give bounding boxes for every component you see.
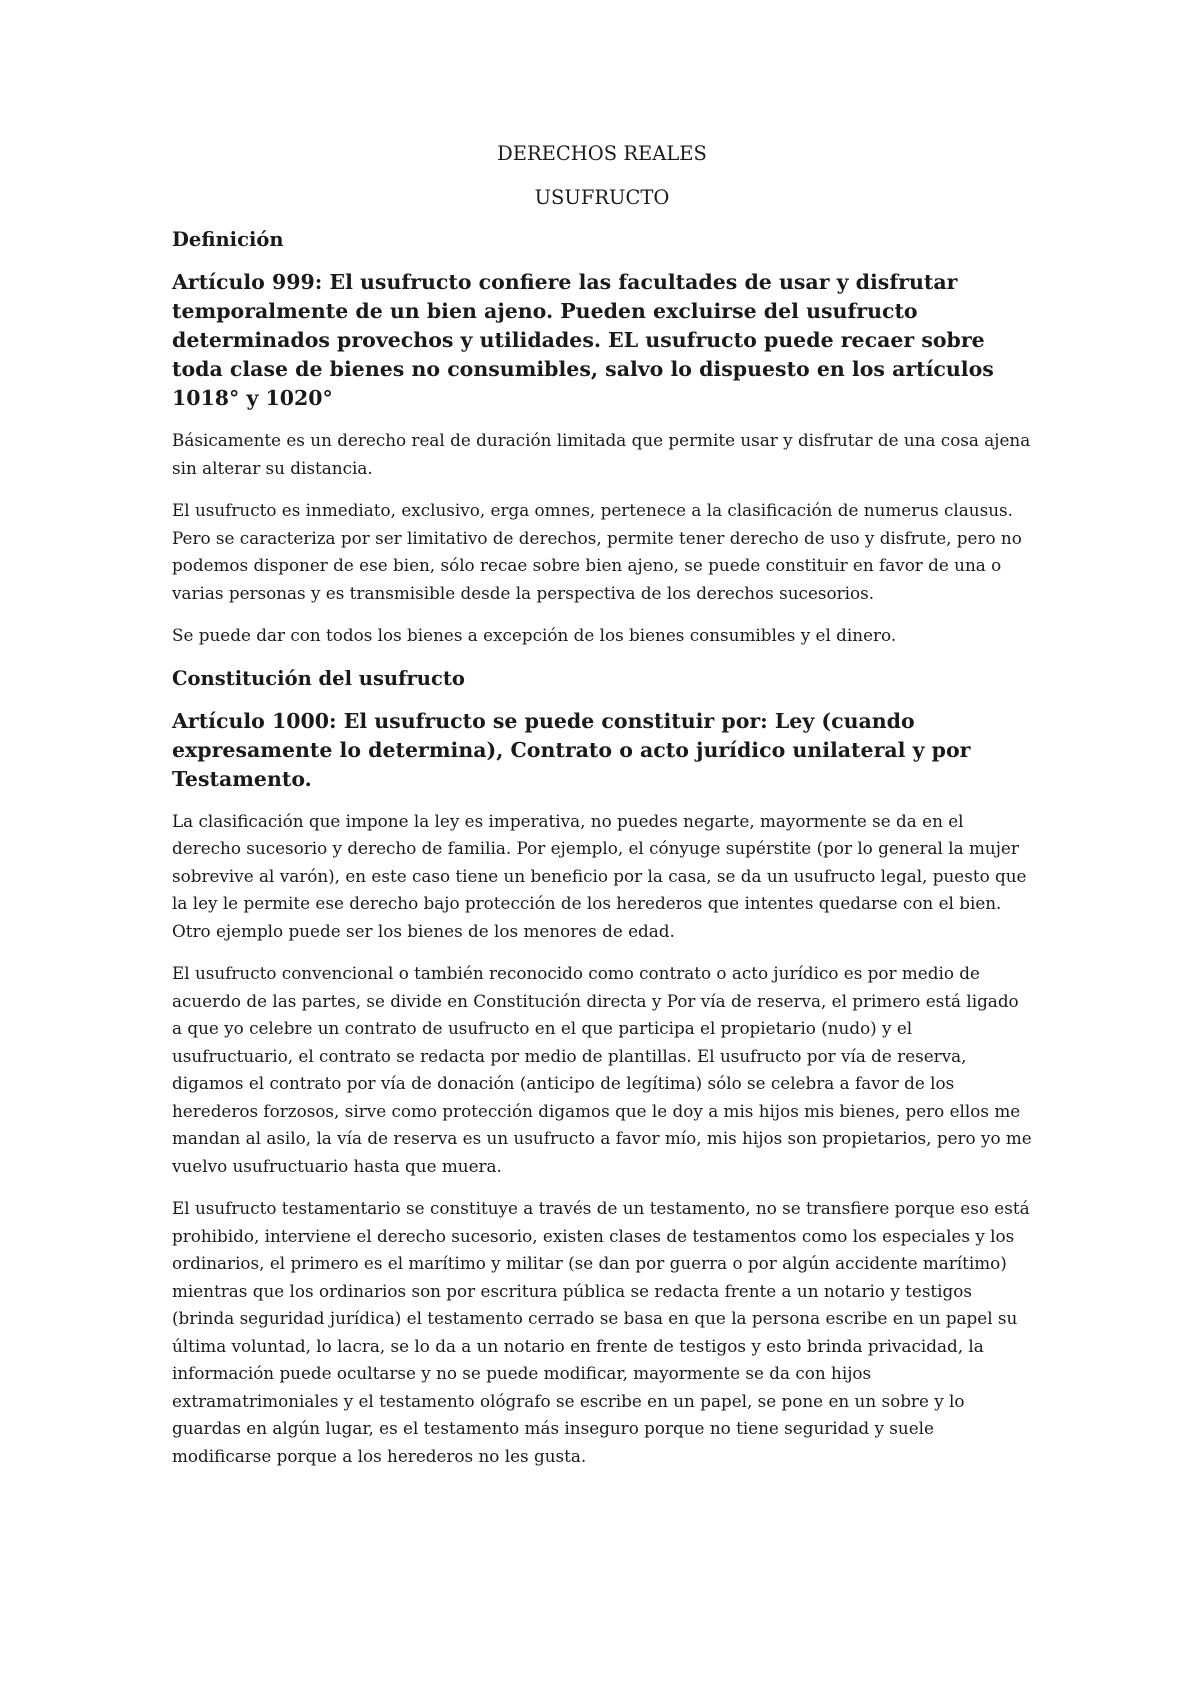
document-page <box>172 140 1032 1485</box>
paragraph: Básicamente es un derecho real de duración limitada que permite usar y disfrutar de una cosa ajena sin alterar su distancia. <box>172 430 1031 478</box>
article-999: Artículo 999: El usufructo confiere las facultades de usar y disfrutar temporalmente de un bien ajeno. Pueden excluirse del usufructo determinados provechos y utilidades. EL usufructo puede recaer sobre toda clase de bienes no consumibles, salvo lo dispuesto en los artículos 1018° y 1020° <box>172 270 994 410</box>
section-heading-constitucion: Constitución del usufructo <box>172 666 465 690</box>
article-1000: Artículo 1000: El usufructo se puede constituir por: Ley (cuando expresamente lo determina), Contrato o acto jurídico unilateral y por Testamento. <box>172 708 971 791</box>
document-title: DERECHOS REALES <box>497 142 707 165</box>
paragraph: La clasificación que impone la ley es imperativa, no puedes negarte, mayormente se da en el derecho sucesorio y derecho de familia. Por ejemplo, el cónyuge supérstite (por lo general la mujer sobrevive al varón), en este caso tiene un beneficio por la casa, se da un usufructo legal, puesto que la ley le permite ese derecho bajo protección de los herederos que intentes quedarse con el bien. Otro ejemplo puede ser los bienes de los menores de edad. <box>172 810 1027 941</box>
paragraph: El usufructo es inmediato, exclusivo, erga omnes, pertenece a la clasificación de numerus clausus. Pero se caracteriza por ser limitativo de derechos, permite tener derecho de uso y disfrute, pero no podemos disponer de ese bien, sólo recae sobre bien ajeno, se puede constituir en favor de una o varias personas y es transmisible desde la perspectiva de los derechos sucesorios. <box>172 500 1022 603</box>
paragraph: El usufructo convencional o también reconocido como contrato o acto jurídico es por medio de acuerdo de las partes, se divide en Constitución directa y Por vía de reserva, el primero está ligado a que yo celebre un contrato de usufructo en el que participa el propietario (nudo) y el usufructuario, el contrato se redacta por medio de plantillas. El usufructo por vía de reserva, digamos el contrato por vía de donación (anticipo de legítima) sólo se celebra a favor de los herederos forzosos, sirve como protección digamos que le doy a mis hijos mis bienes, pero ellos me mandan al asilo, la vía de reserva es un usufructo a favor mío, mis hijos son propietarios, pero yo me vuelvo usufructuario hasta que muera. <box>172 963 1032 1176</box>
document-subtitle: USUFRUCTO <box>534 186 670 209</box>
paragraph: El usufructo testamentario se constituye a través de un testamento, no se transfiere porque eso está prohibido, interviene el derecho sucesorio, existen clases de testamentos como los especiales y los ordinarios, el primero es el marítimo y militar (se dan por guerra o por algún accidente marítimo) mientras que los ordinarios son por escritura pública se redacta frente a un notario y testigos (brinda seguridad jurídica) el testamento cerrado se basa en que la persona escribe en un papel su última voluntad, lo lacra, se lo da a un notario en frente de testigos y esto brinda privacidad, la información puede ocultarse y no se puede modificar, mayormente se da con hijos extramatrimoniales y el testamento ológrafo se escribe en un papel, se pone en un sobre y lo guardas en algún lugar, es el testamento más inseguro porque no tiene seguridad y suele modificarse porque a los herederos no les gusta. <box>172 1198 1030 1466</box>
section-heading-definicion: Definición <box>172 228 284 251</box>
paragraph: Se puede dar con todos los bienes a excepción de los bienes consumibles y el dinero. <box>172 625 897 645</box>
